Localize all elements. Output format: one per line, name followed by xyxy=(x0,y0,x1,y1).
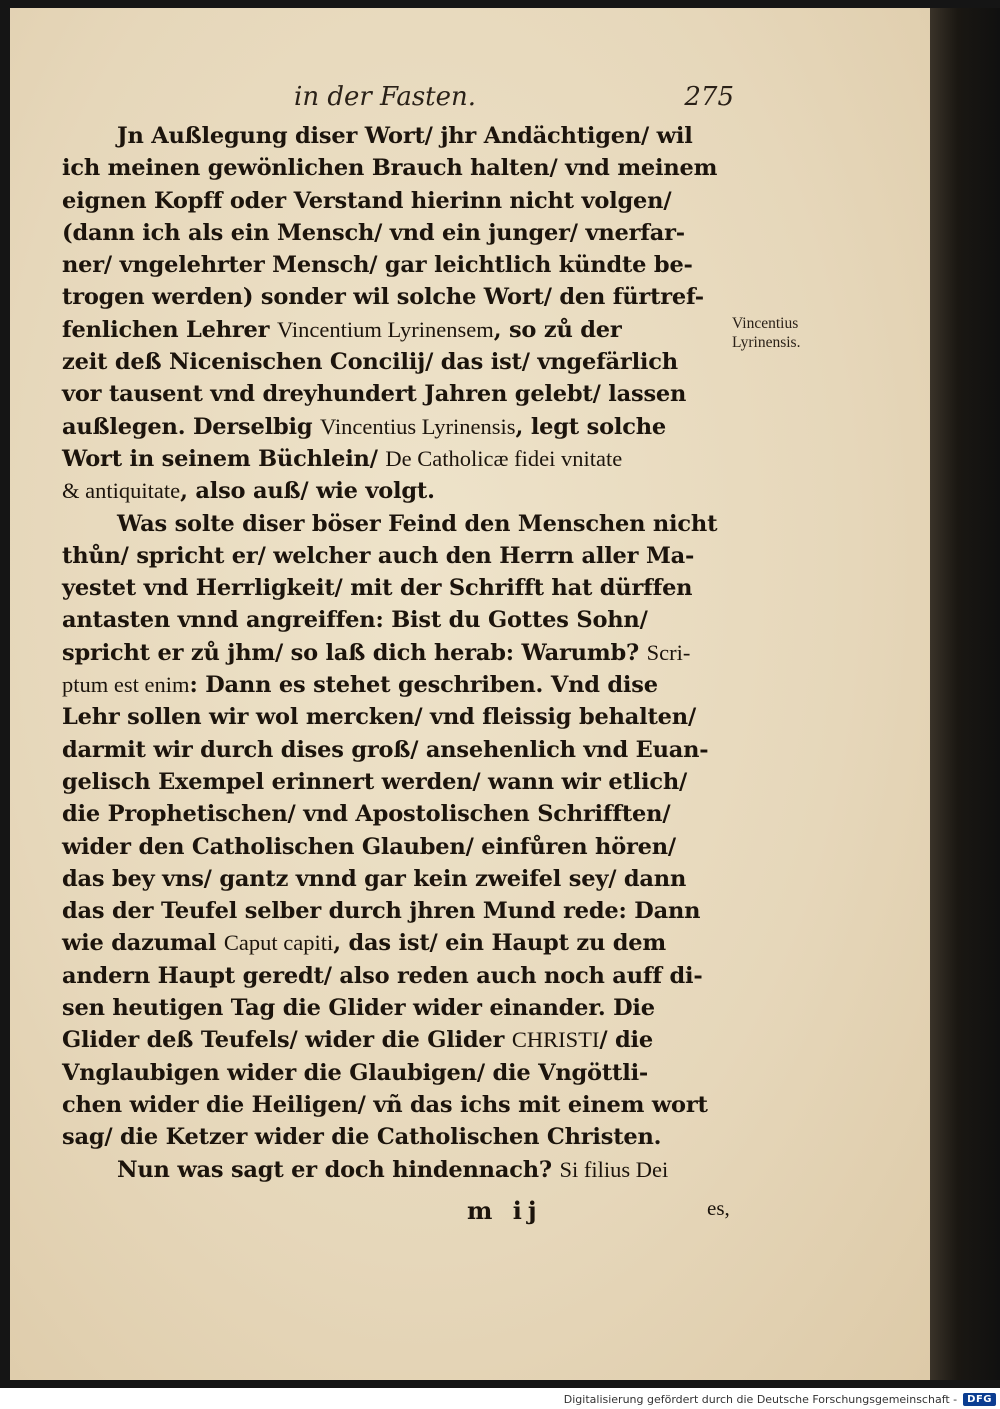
text-line: die Prophetischen/ vnd Apostolischen Schrifften/ xyxy=(62,801,671,828)
latin-text: Scri- xyxy=(646,639,691,665)
text-segment: , legt solche xyxy=(515,413,667,440)
footer-text: Digitalisierung gefördert durch die Deutsche Forschungsgemeinschaft - xyxy=(563,1392,958,1406)
text-line: zeit deß Nicenischen Concilij/ das ist/ vngefärlich xyxy=(62,349,678,376)
text-line: Was solte diser böser Feind den Menschen nicht xyxy=(117,510,718,537)
text-line xyxy=(62,411,738,443)
paragraph-3 xyxy=(62,1154,738,1186)
text-line xyxy=(62,927,738,959)
latin-text: & antiquitate xyxy=(62,478,181,504)
text-line xyxy=(62,637,738,669)
text-line xyxy=(62,669,738,701)
text-line: antasten vnnd angreiffen: Bist du Gottes Sohn/ xyxy=(62,607,648,634)
margin-note xyxy=(732,314,800,352)
text-segment: , das ist/ ein Haupt zu dem xyxy=(333,930,667,957)
latin-text: CHRISTI xyxy=(511,1027,600,1053)
margin-note-line: Lyrinensis. xyxy=(732,334,801,351)
text-line xyxy=(62,1024,738,1056)
running-head xyxy=(62,78,742,122)
text-line: vor tausent vnd dreyhundert Jahren gelebt/ lassen xyxy=(62,381,687,408)
text-segment: spricht er zů jhm/ so laß dich herab: Warumb? xyxy=(62,639,647,666)
text-line: wider den Catholischen Glauben/ einfůren hören/ xyxy=(62,833,676,860)
paragraph-2 xyxy=(62,508,738,1154)
text-line: (dann ich als ein Mensch/ vnd ein junger/ vnerfar- xyxy=(62,219,685,246)
text-segment: außlegen. Derselbig xyxy=(62,413,321,440)
text-line: chen wider die Heiligen/ vñ das ichs mit einem wort xyxy=(62,1091,708,1118)
text-line: Lehr sollen wir wol mercken/ vnd fleissig behalten/ xyxy=(62,704,696,731)
text-segment: , so zů der xyxy=(493,316,622,343)
text-segment: Nun was sagt er doch hindennach? xyxy=(117,1156,560,1183)
text-segment: fenlichen Lehrer xyxy=(62,316,277,343)
text-line: andern Haupt geredt/ also reden auch noch auff di- xyxy=(62,962,703,989)
latin-text: Si filius Dei xyxy=(559,1156,669,1182)
text-line: eignen Kopff oder Verstand hierinn nicht volgen/ xyxy=(62,187,672,214)
text-line: das der Teufel selber durch jhren Mund rede: Dann xyxy=(62,898,701,925)
text-line: sag/ die Ketzer wider die Catholischen Christen. xyxy=(62,1124,662,1151)
paragraph-1 xyxy=(62,120,738,508)
text-line xyxy=(62,443,738,475)
text-segment: , also auß/ wie volgt. xyxy=(180,478,435,505)
latin-text: Vincentius Lyrinensis xyxy=(320,413,516,439)
latin-text: Caput capiti xyxy=(223,930,334,956)
text-line: Vnglaubigen wider die Glaubigen/ die Vngöttli- xyxy=(62,1059,649,1086)
signature-mark: m ij xyxy=(467,1196,543,1225)
text-line: yestet vnd Herrligkeit/ mit der Schrifft hat dürffen xyxy=(62,575,693,602)
latin-text: ptum est enim xyxy=(62,672,190,698)
text-segment: / die xyxy=(599,1027,654,1054)
footer-credit xyxy=(564,1390,1000,1408)
book-page xyxy=(10,8,930,1380)
latin-text: De Catholicæ fidei vnitate xyxy=(385,445,623,471)
running-title: in der Fasten. xyxy=(294,82,477,112)
text-segment: wie dazumal xyxy=(62,930,224,957)
margin-note-line: Vincentius xyxy=(732,315,799,332)
latin-text: Vincentium Lyrinensem xyxy=(276,316,494,342)
text-line xyxy=(62,475,738,507)
book-gutter xyxy=(930,8,1000,1380)
page-number: 275 xyxy=(684,82,734,112)
text-line xyxy=(62,314,738,346)
text-segment: Glider deß Teufels/ wider die Glider xyxy=(62,1027,512,1054)
text-segment: : Dann es stehet geschriben. Vnd dise xyxy=(189,672,658,699)
text-line: gelisch Exempel erinnert werden/ wann wir etlich/ xyxy=(62,768,688,795)
catchword: es, xyxy=(707,1196,730,1220)
text-line: Jn Außlegung diser Wort/ jhr Andächtigen/ wil xyxy=(117,123,693,149)
text-line: sen heutigen Tag die Glider wider einander. Die xyxy=(62,995,655,1022)
text-line: trogen werden) sonder wil solche Wort/ den fürtref- xyxy=(62,284,704,311)
dfg-logo: DFG xyxy=(963,1393,996,1406)
body-text xyxy=(62,120,738,1186)
text-line: das bey vns/ gantz vnnd gar kein zweifel sey/ dann xyxy=(62,865,687,892)
text-segment: Wort in seinem Büchlein/ xyxy=(62,445,386,472)
text-line: ich meinen gewönlichen Brauch halten/ vnd meinem xyxy=(62,155,718,182)
text-line: darmit wir durch dises groß/ ansehenlich vnd Euan- xyxy=(62,736,709,763)
text-line: thůn/ spricht er/ welcher auch den Herrn aller Ma- xyxy=(62,542,695,569)
text-line: ner/ vngelehrter Mensch/ gar leichtlich kündte be- xyxy=(62,252,693,279)
text-line xyxy=(62,1154,738,1186)
